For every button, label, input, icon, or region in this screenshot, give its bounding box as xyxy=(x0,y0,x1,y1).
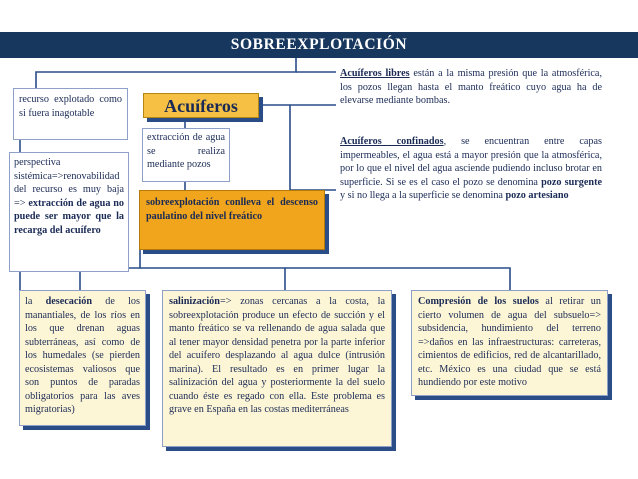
desecacion-box xyxy=(19,290,146,426)
acuiferos-label: Acuíferos xyxy=(164,95,238,116)
confinados-box xyxy=(336,134,606,226)
compresion-term: Compresión de los suelos xyxy=(418,296,539,307)
descenso-box xyxy=(139,190,325,250)
extraccion-text: extracción de agua se realiza mediante pozos xyxy=(147,132,225,170)
compresion-text: al retirar un cierto volumen de agua del subsuelo=> subsidencia, hundimiento del terreno =>daños en las infraestructuras: carreteras, cimientos de edificios, red de alcantarillado, etc. México es una ciudad que se está hundiendo por este motivo xyxy=(418,296,601,388)
compresion-box xyxy=(411,290,608,396)
confinados-term: Acuíferos confinados xyxy=(340,136,444,147)
libres-text: están a la misma presión que la atmosférica, los pozos llegan hasta el manto freático cuyo agua ha de elevarse mediante bombas. xyxy=(340,68,602,106)
recurso-text: recurso explotado como si fuera inagotable xyxy=(19,94,122,119)
extraccion-box xyxy=(142,128,230,182)
recurso-box xyxy=(13,88,128,140)
perspectiva-text: perspectiva sistémica=>renovabilidad del recurso es muy baja => xyxy=(14,157,124,209)
confinados-text-2: y si no llega a la superficie se denomina xyxy=(340,190,506,201)
desecacion-pre: la xyxy=(25,296,46,307)
libres-box xyxy=(336,66,606,118)
page-title: SOBREEXPLOTACIÓN xyxy=(0,32,638,58)
pozo-artesiano-term: pozo artesiano xyxy=(505,190,569,201)
desecacion-text: de los manantiales, de los ríos en los que drenan aguas subterráneas, así como de los humedales (se pierden ecosistemas valiosos que son puntos de paradas obligatorios para las aves migratorias) xyxy=(25,296,140,415)
salinizacion-box xyxy=(162,290,392,447)
perspectiva-bold-text: extracción de agua no puede ser mayor que la recarga del acuífero xyxy=(14,197,125,236)
libres-term: Acuíferos libres xyxy=(340,68,410,79)
acuiferos-node xyxy=(143,93,259,118)
salinizacion-text: => zonas cercanas a la costa, la sobreexplotación produce un efecto de succión y el manto freático se va rellenando de agua salada que al tener mayor densidad penetra por la parte inferior del acuífero desplazando al agua dulce (intrusión marina). El resultado es en primer lugar la salinización del agua y posteriormente la del suelo cuando éste es regado con ella. Este problema es grave en España en las costas mediterráneas xyxy=(169,296,385,415)
salinizacion-term: salinización xyxy=(169,296,220,307)
perspectiva-box xyxy=(9,152,129,272)
pozo-surgente-term: pozo surgente xyxy=(541,176,602,188)
confinados-text-1: , se encuentran entre capas impermeables, el agua está a mayor presión que la atmosférica, por lo que el nivel del agua asciende pudiendo incluso brotar en superficie. Si se es el caso el pozo se denomina xyxy=(340,136,602,188)
desecacion-term: desecación xyxy=(45,296,92,307)
descenso-text: sobreexplotación conlleva el descenso paulatino del nivel freático xyxy=(146,197,318,222)
